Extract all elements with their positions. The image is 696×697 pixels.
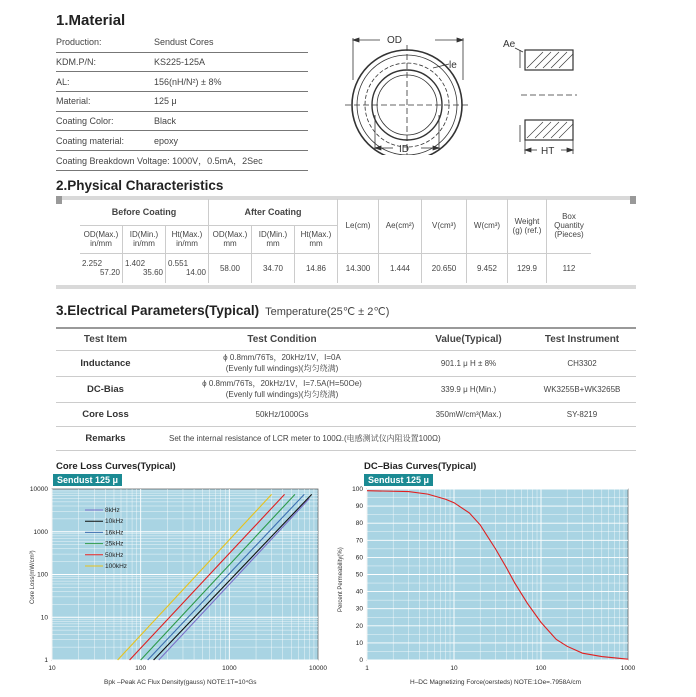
electrical-table bbox=[56, 327, 636, 451]
y-tick-label: 50 bbox=[355, 571, 363, 579]
y-tick-label: 10 bbox=[40, 614, 48, 622]
dc-bias-tag: Sendust 125 μ bbox=[364, 474, 433, 486]
y-tick-label: 100 bbox=[352, 486, 363, 493]
ht-before-cell: 0.551 14.00 bbox=[166, 253, 209, 283]
material-row: KDM.P/N: KS225-125A bbox=[56, 53, 308, 73]
weight-cell: 129.9 bbox=[508, 253, 547, 283]
material-row: AL: 156(nH/N²) ± 8% bbox=[56, 72, 308, 92]
core-loss-tag: Sendust 125 μ bbox=[53, 474, 122, 486]
col-ht-after: Ht(Max.) mm bbox=[295, 225, 338, 253]
le-header: Le(cm) bbox=[338, 199, 379, 253]
y-tick-label: 100 bbox=[37, 571, 48, 579]
x-tick-label: 1000 bbox=[222, 665, 237, 672]
core-loss-xlabel: Bpk –Peak AC Flux Density(gauss) NOTE:1T=10⁴Gs bbox=[104, 679, 257, 686]
box-cell: 112 bbox=[547, 253, 592, 283]
x-tick-label: 100 bbox=[535, 665, 547, 672]
material-row: Coating Breakdown Voltage: 1000V，0.5mA，2Sec bbox=[56, 151, 308, 171]
box-header: Box Quantity (Pieces) bbox=[547, 199, 592, 253]
dc-bias-xlabel: H–DC Magnetizing Force(oersteds) NOTE:1Oe=.7958A/cm bbox=[410, 679, 582, 686]
le-cell: 14.300 bbox=[338, 253, 379, 283]
test-item-header: Test Item bbox=[56, 328, 155, 350]
x-tick-label: 1 bbox=[365, 665, 369, 672]
y-tick-label: 1 bbox=[44, 657, 48, 664]
od-before-cell: 2.252 57.20 bbox=[80, 253, 123, 283]
material-table bbox=[56, 33, 308, 171]
table-row: Remarks Set the internal resistance of LCR meter to 100Ω.(电感测试仪内阻设置100Ω) bbox=[56, 426, 636, 450]
y-tick-label: 1000 bbox=[33, 528, 48, 536]
core-loss-title: Core Loss Curves(Typical) bbox=[56, 461, 176, 472]
after-coating-header: After Coating bbox=[209, 199, 338, 225]
table-row: DC-Bias ϕ 0.8mm/76Ts，20kHz/1V，I=7.5A(H=50Oe) (Evenly full windings)(均匀绕满) 339.9 μ H(Min.) WK3255B+WK3265B bbox=[56, 376, 636, 402]
y-tick-label: 70 bbox=[355, 537, 363, 545]
col-od-after: OD(Max.) mm bbox=[209, 225, 252, 253]
y-tick-label: 60 bbox=[355, 554, 363, 562]
y-tick-label: 80 bbox=[355, 520, 363, 528]
table-row: Inductance ϕ 0.8mm/76Ts，20kHz/1V，I=0A (Evenly full windings)(均匀绕满) 901.1 μ H ± 8% CH3302 bbox=[56, 350, 636, 376]
instrument-header: Test Instrument bbox=[528, 328, 636, 350]
ae-cell: 1.444 bbox=[379, 253, 422, 283]
le-label: le bbox=[449, 60, 457, 71]
ae-label: Ae bbox=[503, 39, 516, 50]
col-id-before: ID(Min.) in/mm bbox=[123, 225, 166, 253]
legend-label: 100kHz bbox=[105, 563, 128, 570]
w-cell: 9.452 bbox=[467, 253, 508, 283]
ht-label: HT bbox=[541, 146, 555, 155]
y-tick-label: 0 bbox=[359, 657, 363, 664]
value-header: Value(Typical) bbox=[409, 328, 528, 350]
ae-header: Ae(cm²) bbox=[379, 199, 422, 253]
y-tick-label: 90 bbox=[355, 503, 363, 511]
core-loss-ylabel: Core Loss(mW/cm³) bbox=[30, 550, 36, 604]
core-dimension-diagram bbox=[345, 30, 585, 155]
x-tick-label: 1000 bbox=[620, 665, 636, 672]
col-id-after: ID(Min.) mm bbox=[252, 225, 295, 253]
y-tick-label: 10000 bbox=[29, 486, 48, 493]
id-after-cell: 34.70 bbox=[252, 253, 295, 283]
before-coating-header: Before Coating bbox=[80, 199, 209, 225]
divider-cap bbox=[630, 196, 636, 204]
v-header: V(cm³) bbox=[422, 199, 467, 253]
material-row: Production: Sendust Cores bbox=[56, 33, 308, 53]
test-condition-header: Test Condition bbox=[155, 328, 409, 350]
section-title-material: 1.Material bbox=[56, 12, 126, 29]
dc-bias-ylabel: Percent Permeability(%) bbox=[338, 547, 344, 612]
material-row: Coating material: epoxy bbox=[56, 131, 308, 151]
x-tick-label: 100 bbox=[135, 665, 147, 672]
od-after-cell: 58.00 bbox=[209, 253, 252, 283]
id-label: ID bbox=[399, 144, 409, 155]
x-tick-label: 10000 bbox=[308, 665, 328, 672]
y-tick-label: 20 bbox=[355, 622, 363, 630]
divider-cap bbox=[56, 196, 62, 204]
ht-after-cell: 14.86 bbox=[295, 253, 338, 283]
material-row: Material: 125 μ bbox=[56, 92, 308, 112]
y-tick-label: 40 bbox=[355, 588, 363, 596]
w-header: W(cm³) bbox=[467, 199, 508, 253]
table-row: Core Loss 50kHz/1000Gs 350mW/cm³(Max.) SY-8219 bbox=[56, 402, 636, 426]
material-row: Coating Color: Black bbox=[56, 112, 308, 132]
physical-table bbox=[80, 199, 591, 283]
legend-label: 25kHz bbox=[105, 540, 124, 548]
x-tick-label: 10 bbox=[450, 665, 458, 672]
legend-label: 50kHz bbox=[105, 551, 124, 559]
legend-label: 16kHz bbox=[105, 529, 124, 537]
legend-label: 10kHz bbox=[105, 518, 124, 526]
y-tick-label: 30 bbox=[355, 605, 363, 613]
core-loss-chart bbox=[0, 484, 340, 697]
od-label: OD bbox=[387, 35, 402, 46]
id-before-cell: 1.402 35.60 bbox=[123, 253, 166, 283]
section-title-electrical: 3.Electrical Parameters(Typical) Temperature(25℃ ± 2℃) bbox=[56, 303, 390, 318]
x-tick-label: 10 bbox=[48, 665, 56, 672]
dc-bias-chart bbox=[340, 484, 696, 697]
y-tick-label: 10 bbox=[355, 639, 363, 647]
divider bbox=[56, 285, 636, 289]
temperature-note: Temperature(25℃ ± 2℃) bbox=[265, 306, 390, 318]
weight-header: Weight (g) (ref.) bbox=[508, 199, 547, 253]
col-ht-before: Ht(Max.) in/mm bbox=[166, 225, 209, 253]
col-od-before: OD(Max.) in/mm bbox=[80, 225, 123, 253]
section-title-physical: 2.Physical Characteristics bbox=[56, 178, 224, 193]
v-cell: 20.650 bbox=[422, 253, 467, 283]
dc-bias-title: DC–Bias Curves(Typical) bbox=[364, 461, 477, 472]
legend-label: 8kHz bbox=[105, 507, 120, 514]
